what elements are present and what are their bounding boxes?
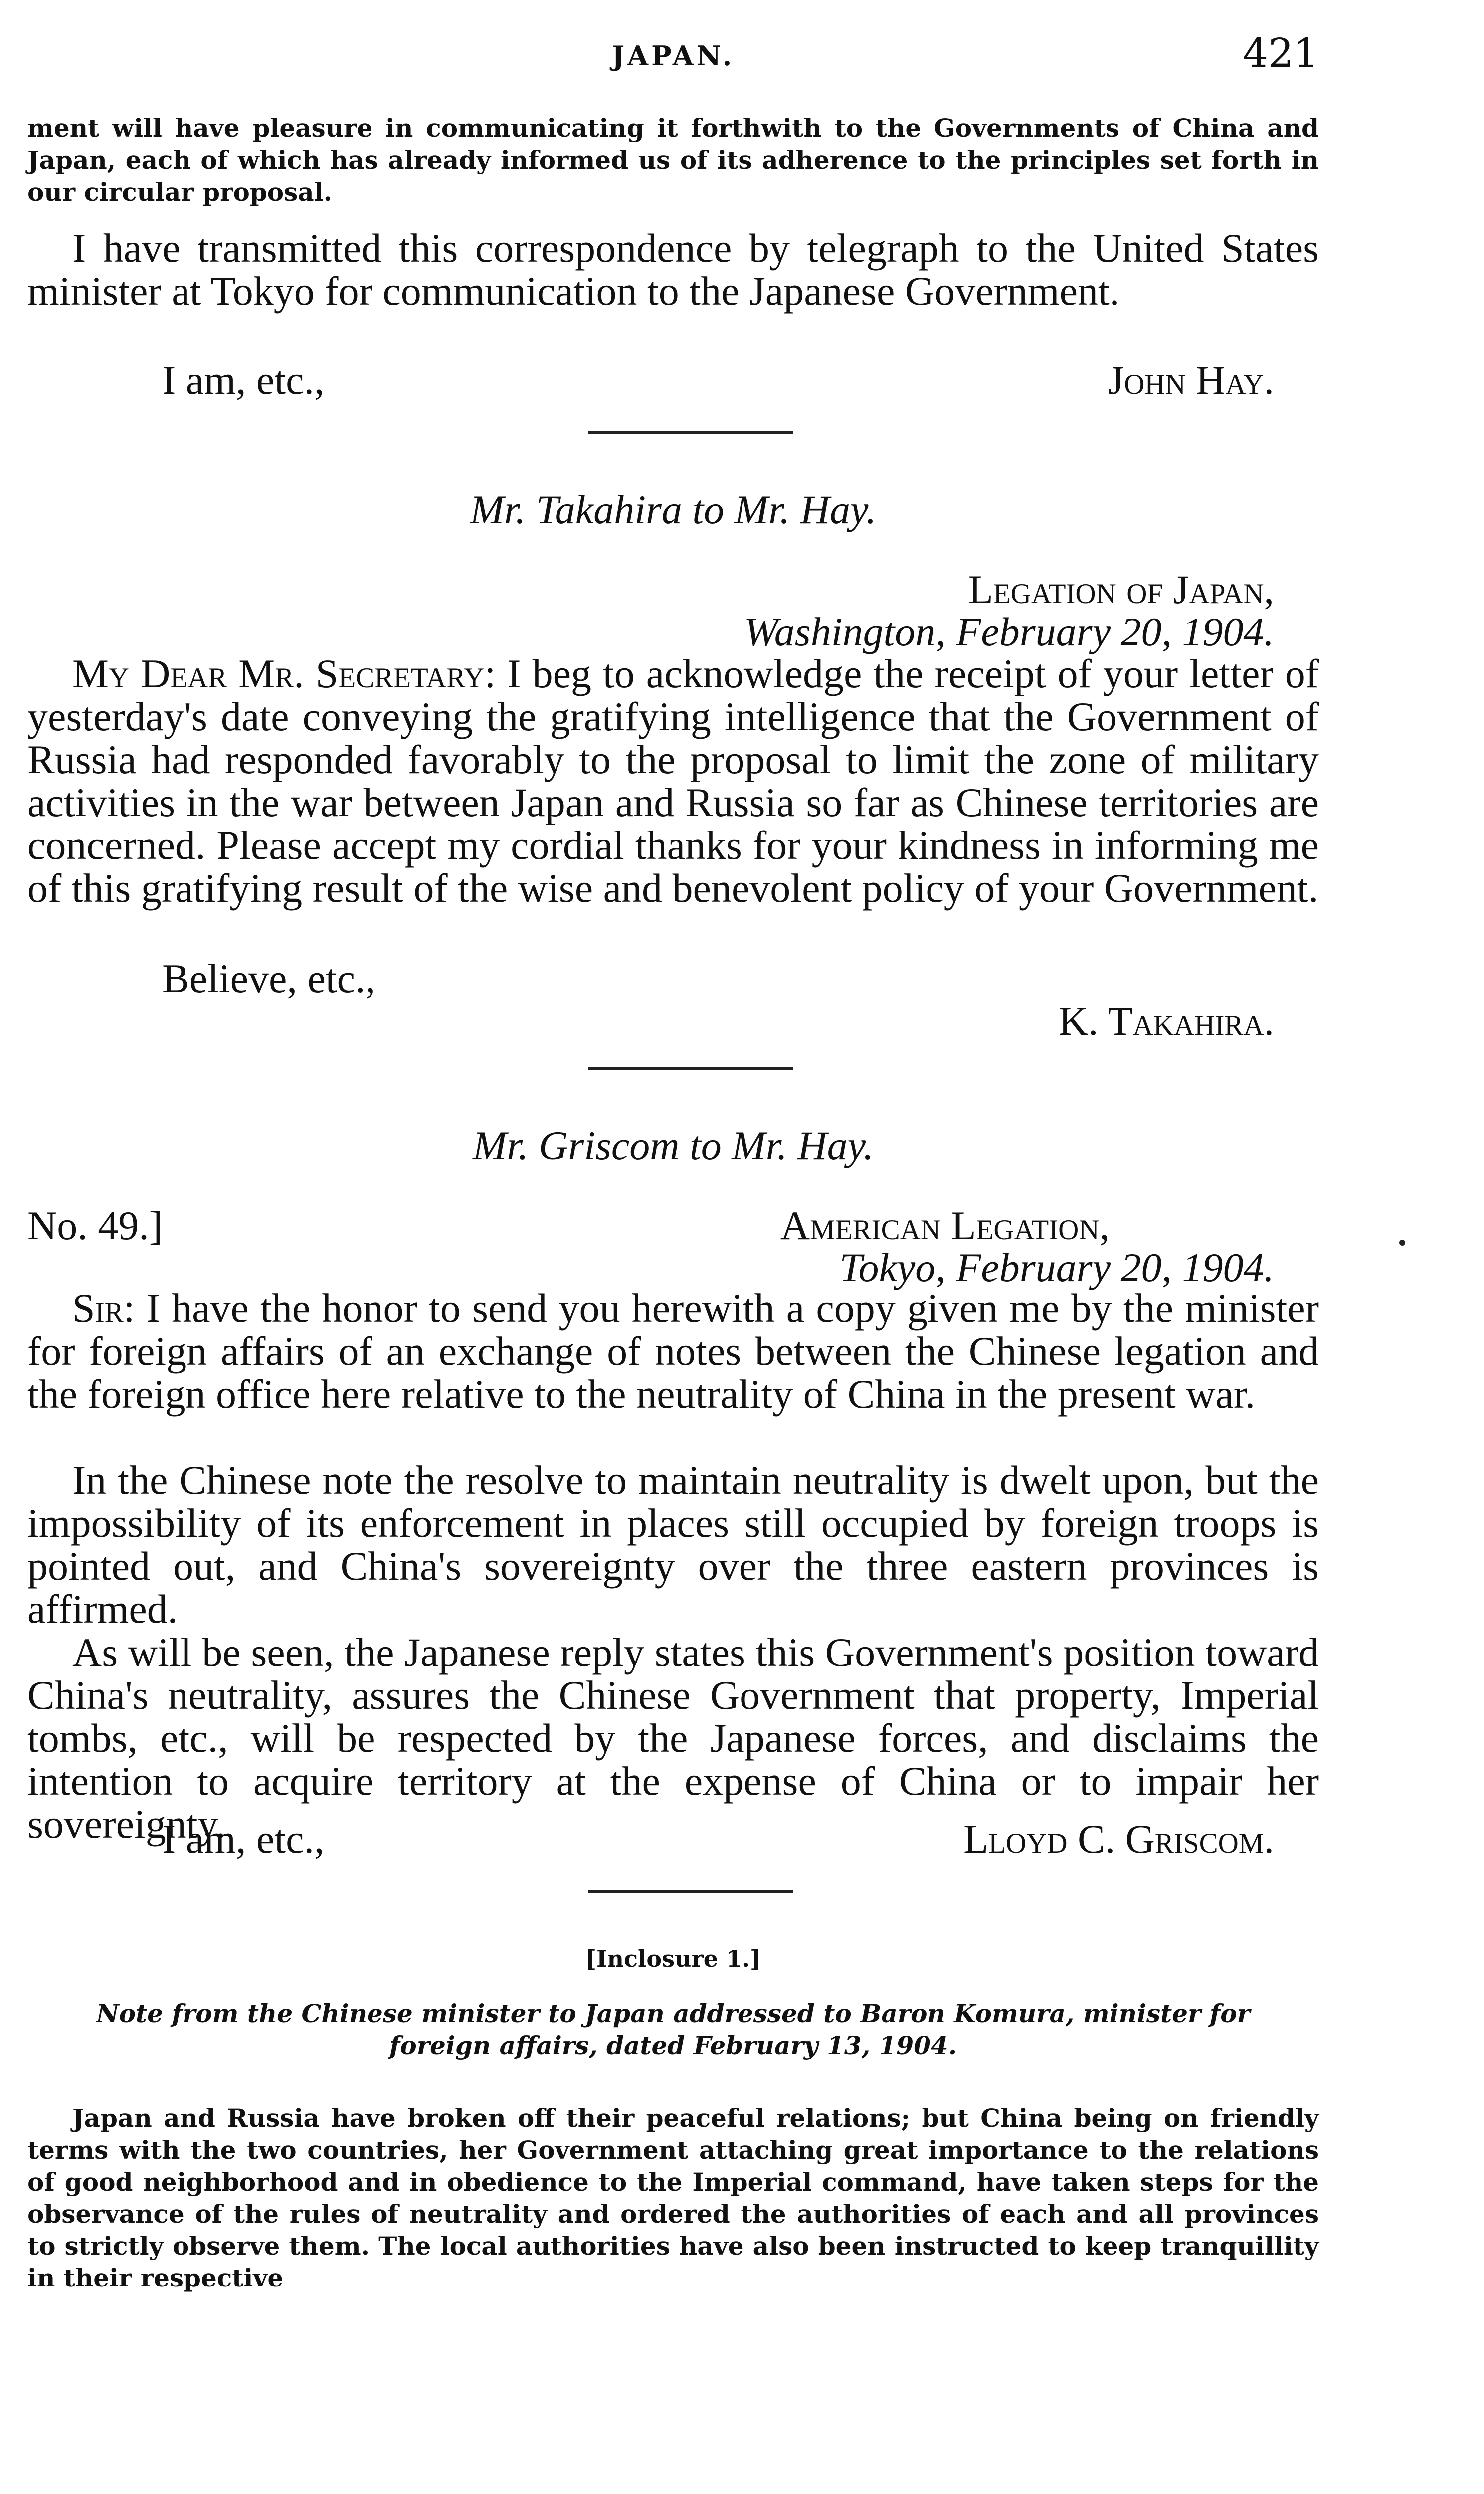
continuation-paragraph: ment will have pleasure in communicating it forthwith to the Governments of China and Japan, each of which has already informed us of its adherence to the principles set forth in our circular proposal. — [27, 113, 1319, 207]
hay-paragraph: I have transmitted this correspondence by telegraph to the United States minister at Tokyo for communication to the Japanese Government. — [27, 225, 1319, 314]
page-header — [27, 30, 1319, 80]
griscom-signature: Lloyd C. Griscom. — [963, 1816, 1274, 1862]
griscom-paragraph-3: As will be seen, the Japanese reply states this Government's position toward China's neutrality, assures the Chinese Government that property, Imperial tombs, etc., will be respected by the Japanese forces, and disclaims the intention to acquire territory at the expense of China or to impair her sovereignty. — [27, 1630, 1319, 1847]
hay-signature: John Hay. — [1108, 357, 1274, 403]
hay-closing: I am, etc., — [162, 357, 325, 403]
takahira-body-text: I beg to acknowledge the receipt of your letter of yesterday's date conveying the gratifying intelligence that the Government of Russia had responded favorably to the proposal to limit the zone of military activities in the war between Japan and Russia so far as Chinese territories are concerned. Please accept my cordial thanks for your kindness in informing me of this gratifying result of the wise and benevolent policy of your Government. — [27, 651, 1319, 911]
takahira-closing: Believe, etc., — [162, 956, 376, 1001]
inclosure-label: [Inclosure 1.] — [585, 1945, 761, 1972]
stray-dot — [1399, 1240, 1405, 1246]
takahira-date: Washington, February 20, 1904. — [744, 609, 1274, 654]
takahira-signature: K. Takahira. — [1058, 998, 1274, 1043]
page-number: 421 — [1243, 30, 1319, 76]
griscom-heading: Mr. Griscom to Mr. Hay. — [472, 1123, 874, 1168]
griscom-number: No. 49.] — [27, 1203, 163, 1248]
griscom-date: Tokyo, February 20, 1904. — [839, 1245, 1274, 1290]
griscom-salutation: Sir: — [72, 1285, 135, 1331]
document-page — [27, 0, 1319, 2494]
takahira-body — [27, 652, 1319, 910]
takahira-heading: Mr. Takahira to Mr. Hay. — [470, 487, 877, 532]
griscom-paragraph-2: In the Chinese note the resolve to maintain neutrality is dwelt upon, but the impossibility of its enforcement in places still occupied by foreign troops is pointed out, and China's sovereignty over the three eastern provinces is affirmed. — [27, 1457, 1319, 1632]
inclosure-title: Note from the Chinese minister to Japan addressed to Baron Komura, minister for foreign affairs, dated February 13, 1904. — [96, 1999, 1250, 2060]
griscom-paragraph-1 — [27, 1287, 1319, 1416]
running-title: JAPAN. — [611, 40, 735, 72]
takahira-salutation: My Dear Mr. Secretary: — [72, 651, 496, 696]
takahira-place: Legation of Japan, — [968, 567, 1274, 612]
inclosure-body: Japan and Russia have broken off their peaceful relations; but China being on friendly terms with the two countries, her Government attaching great importance to the relations of good neighborhood and in obedience to the Imperial command, have taken steps for the observance of the rules of neutrality and ordered the authorities of each and all provinces to strictly observe them. The local authorities have also been instructed to keep tranquillity in their respective — [27, 2103, 1319, 2292]
griscom-paragraph-1-text: I have the honor to send you herewith a copy given me by the minister for foreign affairs of an exchange of notes between the Chinese legation and the foreign office here relative to the neutrality of China in the present war. — [27, 1285, 1319, 1417]
section-divider — [588, 1890, 793, 1893]
section-divider — [588, 431, 793, 434]
section-divider — [588, 1067, 793, 1070]
griscom-place: American Legation, — [780, 1203, 1110, 1248]
griscom-closing: I am, etc., — [162, 1816, 325, 1862]
